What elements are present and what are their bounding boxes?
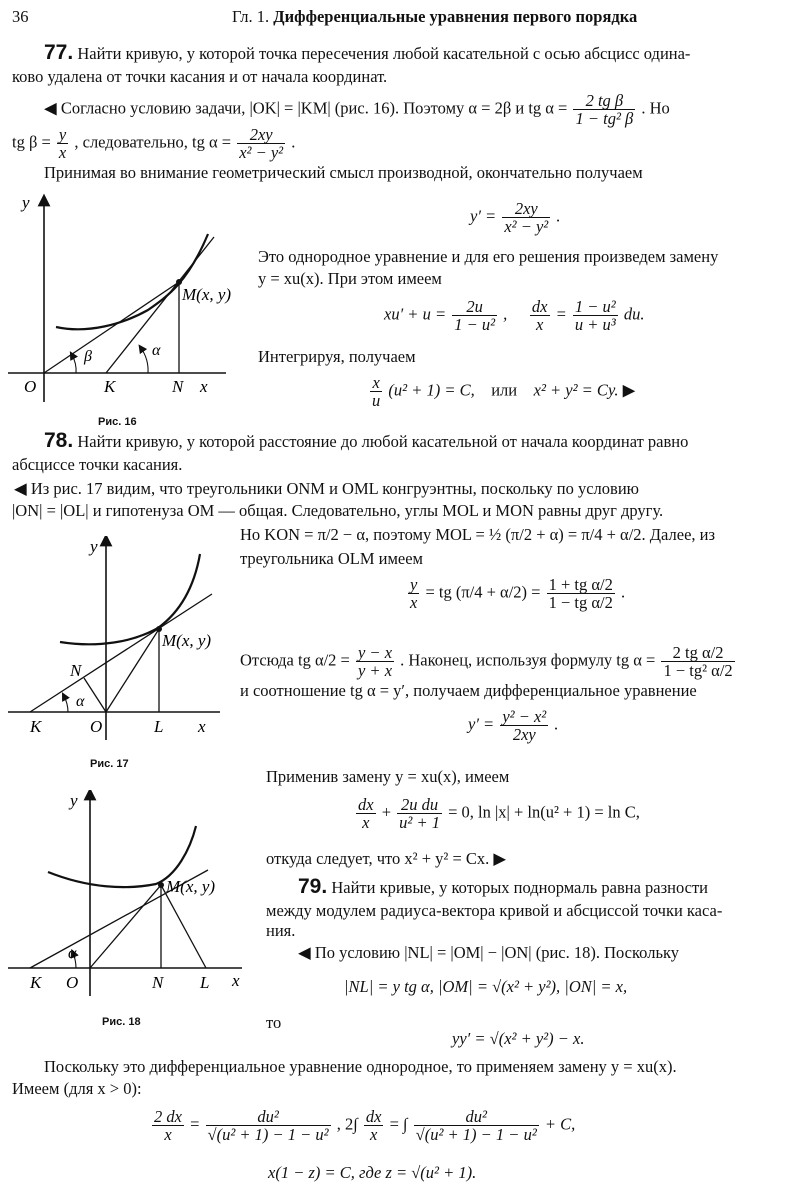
fraction (206, 1108, 331, 1143)
equation-text: y′ = (468, 714, 495, 734)
equation-text: = 0, ln |x| + ln(u² + 1) = ln C, (448, 802, 640, 822)
problem-77-statement-line1 (44, 42, 690, 65)
fraction (152, 1108, 184, 1143)
problem-79-equation-1: |NL| = y tg α, |OM| = √(x² + y²), |ON| = x, (344, 977, 628, 996)
solution-text: . Наконец, используя формулу tg α = (400, 650, 656, 670)
equation-text: . (556, 206, 561, 226)
denominator: x (164, 1125, 172, 1144)
problem-79-statement-line2: между модулем радиуса-вектора кривой и абсциссой точки каса- (266, 901, 723, 920)
fraction (414, 1108, 539, 1143)
numerator: 2u (452, 298, 497, 316)
equation-text: y′ = (470, 206, 497, 226)
problem-79-equation-2: yy′ = √(x² + y²) − x. (452, 1029, 585, 1048)
fraction (397, 796, 442, 831)
numerator: 2 tg α/2 (661, 644, 734, 662)
denominator: y + x (357, 661, 393, 680)
numerator: 2 dx (154, 1107, 182, 1126)
label-x: x (232, 971, 240, 990)
normal-line (161, 885, 206, 968)
solution-text: tg β = (12, 132, 51, 152)
fraction (237, 126, 285, 161)
problem-77-solution-line6: Интегрируя, получаем (258, 347, 416, 366)
fraction (500, 708, 548, 743)
problem-77-solution-line4: Это однородное уравнение и для его решения произведем замену (258, 247, 719, 266)
numerator: 2 tg β (573, 92, 635, 110)
problem-number: 79. (298, 875, 328, 898)
label-k: K (104, 377, 116, 396)
figure-16 (8, 192, 248, 410)
problem-77-solution-line3: Принимая во внимание геометрический смысл производной, окончательно получаем (44, 163, 643, 182)
fraction (356, 796, 376, 831)
numerator: y (58, 125, 67, 144)
label-l: L (154, 717, 164, 736)
fraction (356, 644, 394, 679)
equation-text: = tg (π/4 + α/2) = (425, 582, 541, 602)
fraction (364, 1108, 384, 1143)
label-alpha: α (76, 693, 85, 710)
problem-77-equation-1 (470, 200, 561, 235)
problem-78-solution-line3: Но KON = π/2 − α, поэтому MOL = ½ (π/2 + α) = π/4 + α/2. Далее, из (240, 525, 715, 544)
problem-79-equation-4: x(1 − z) = C, где z = √(u² + 1). (268, 1163, 477, 1182)
denominator: 1 − tg α/2 (548, 593, 613, 612)
problem-78-equation-2 (468, 708, 559, 743)
angle-alpha-arc (141, 348, 148, 373)
problem-number: 78. (44, 429, 74, 452)
numerator: dx (365, 1107, 382, 1126)
label-n: N (70, 661, 82, 680)
label-m: M(x, y) (162, 631, 212, 650)
angle-beta-arc (72, 355, 76, 373)
equation-text: = (190, 1114, 200, 1134)
equation-text: + C, (544, 1114, 576, 1134)
problem-78-solution-line2: |ON| = |OL| и гипотенуза OM — общая. Следовательно, углы MOL и MON равны друг другу. (12, 501, 664, 520)
denominator: 2xy (512, 725, 536, 744)
problem-78-statement-line2: абсциссе точки касания. (12, 455, 183, 474)
statement-text: Найти кривую, у которой расстояние до любой касательной от начала координат равно (77, 432, 689, 451)
numerator: 1 − u² (574, 297, 616, 316)
denominator: x (536, 315, 544, 334)
problem-79-equation-3 (150, 1108, 575, 1143)
label-o: O (24, 377, 37, 396)
label-beta: β (84, 348, 92, 365)
denominator: u (372, 391, 381, 410)
solution-text: . Но (641, 98, 670, 118)
numerator: du² (414, 1108, 539, 1126)
numerator: 2xy (237, 126, 285, 144)
numerator: y (410, 575, 418, 594)
problem-79-solution-line1: ◀ По условию |NL| = |OM| − |ON| (рис. 18). Поскольку (298, 943, 679, 962)
equation-text: , 2∫ (336, 1114, 358, 1134)
statement-text: Найти кривую, у которой точка пересечения любой касательной с осью абсцисс одина- (77, 44, 691, 63)
figure-16-caption: Рис. 16 (98, 416, 137, 428)
label-l: L (200, 973, 210, 992)
running-head (232, 6, 637, 28)
solution-text: ◀ Согласно условию задачи, |OK| = |KM| (рис. 16). Поэтому α = 2β и tg α = (44, 98, 568, 118)
numerator: dx (531, 297, 548, 316)
solution-text: Отсюда tg α/2 = (240, 650, 350, 670)
problem-77-equation-3 (368, 374, 635, 409)
fraction (57, 126, 68, 161)
problem-77-equation-2 (384, 298, 644, 333)
figure-18 (8, 790, 256, 1002)
angle-alpha-arc (64, 696, 68, 712)
equation-text: + (381, 802, 392, 822)
problem-79-solution-line4: Имеем (для x > 0): (12, 1079, 142, 1098)
tangent-line (30, 594, 212, 712)
perpendicular-on (84, 678, 106, 712)
fraction (573, 92, 635, 127)
denominator: x² − y² (504, 217, 549, 236)
equation-text: (u² + 1) = C, (388, 380, 475, 400)
problem-78-solution-line5 (240, 644, 737, 679)
equation-text: = (555, 304, 567, 324)
problem-79-solution-line2: то (266, 1013, 282, 1032)
label-x: x (198, 717, 206, 736)
problem-77-statement-line2: ково удалена от точки касания и от начала координат. (12, 67, 388, 86)
label-x: x (200, 377, 208, 396)
problem-78-solution-line1: ◀ Из рис. 17 видим, что треугольники ONM и OML конгруэнтны, поскольку по условию (14, 479, 639, 498)
fraction (370, 374, 382, 409)
denominator: 1 − tg² α/2 (663, 661, 733, 680)
numerator: dx (358, 795, 374, 814)
problem-number: 77. (44, 41, 74, 64)
denominator: 1 − tg² β (575, 109, 634, 128)
numerator: y − x (357, 643, 393, 662)
equation-text: du. (623, 304, 645, 324)
equation-text: . (554, 714, 559, 734)
equation-text: = ∫ (389, 1114, 408, 1134)
denominator: u + u³ (574, 315, 616, 334)
chapter-label: Гл. 1. (232, 7, 270, 26)
label-k: K (30, 973, 42, 992)
problem-78-solution-line6: и соотношение tg α = y′, получаем дифференциальное уравнение (240, 681, 697, 700)
problem-78-solution-line4: треугольника OLM имеем (240, 549, 423, 568)
problem-77-solution-line5: y = xu(x). При этом имеем (258, 269, 442, 288)
label-alpha: α (68, 945, 77, 962)
label-o: O (66, 973, 79, 992)
fraction (530, 298, 550, 333)
equation-text: x² + y² = Cy. ▶ (533, 380, 636, 400)
label-k: K (30, 717, 42, 736)
denominator: √(u² + 1) − 1 − u² (207, 1125, 329, 1144)
solution-text: , следовательно, tg α = (74, 132, 232, 152)
numerator: du² (206, 1108, 331, 1126)
fraction (502, 200, 550, 235)
numerator: x (370, 374, 382, 392)
label-o: O (90, 717, 103, 736)
label-m: M(x, y) (182, 285, 232, 304)
label-n: N (172, 377, 184, 396)
point-m (158, 882, 164, 888)
page-number: 36 (12, 7, 29, 26)
label-y: y (70, 791, 78, 810)
label-alpha: α (152, 342, 161, 359)
equation-text: . (620, 582, 626, 602)
problem-79-solution-line3: Поскольку это дифференциальное уравнение однородное, то применяем замену y = xu(x). (44, 1057, 677, 1076)
problem-79-statement-line1 (298, 876, 708, 899)
denominator: x (410, 593, 418, 612)
numerator: 1 + tg α/2 (548, 575, 613, 594)
denominator: u² + 1 (399, 813, 440, 832)
figure-17 (8, 536, 236, 748)
label-n: N (152, 973, 164, 992)
problem-79-statement-line3: ния. (266, 921, 296, 940)
label-y: y (90, 537, 98, 556)
denominator: 1 − u² (454, 315, 496, 334)
label-y: y (22, 193, 30, 212)
problem-78-solution-line7: Применив замену y = xu(x), имеем (266, 767, 510, 786)
radius-vector (90, 885, 161, 968)
denominator: x² − y² (239, 143, 284, 162)
fraction (661, 644, 734, 679)
numerator: 2xy (502, 200, 550, 218)
equation-text: , (503, 304, 508, 324)
denominator: x (370, 1125, 378, 1144)
fraction (547, 576, 615, 611)
equation-text: или (491, 380, 518, 400)
chapter-title: Дифференциальные уравнения первого порядка (273, 7, 638, 26)
numerator: y² − x² (502, 707, 547, 726)
statement-text: Найти кривые, у которых поднормаль равна разности (331, 878, 709, 897)
problem-78-solution-line8: откуда следует, что x² + y² = Cx. ▶ (266, 849, 507, 868)
label-m: M(x, y) (166, 877, 216, 896)
problem-78-equation-3 (354, 796, 640, 831)
curve (56, 234, 208, 329)
equation-text: xu′ + u = (384, 304, 447, 324)
fraction (573, 298, 618, 333)
problem-78-statement-line1 (44, 430, 688, 453)
numerator: 2u du (397, 796, 442, 814)
denominator: √(u² + 1) − 1 − u² (415, 1125, 537, 1144)
solution-text: . (291, 132, 296, 152)
fraction (408, 576, 419, 611)
denominator: x (362, 813, 370, 832)
problem-78-equation-1 (406, 576, 625, 611)
problem-77-solution-line1 (44, 92, 670, 127)
denominator: x (58, 143, 67, 162)
problem-77-solution-line2 (12, 126, 295, 161)
fraction (452, 298, 497, 333)
figure-17-caption: Рис. 17 (90, 758, 129, 770)
figure-18-caption: Рис. 18 (102, 1016, 141, 1028)
